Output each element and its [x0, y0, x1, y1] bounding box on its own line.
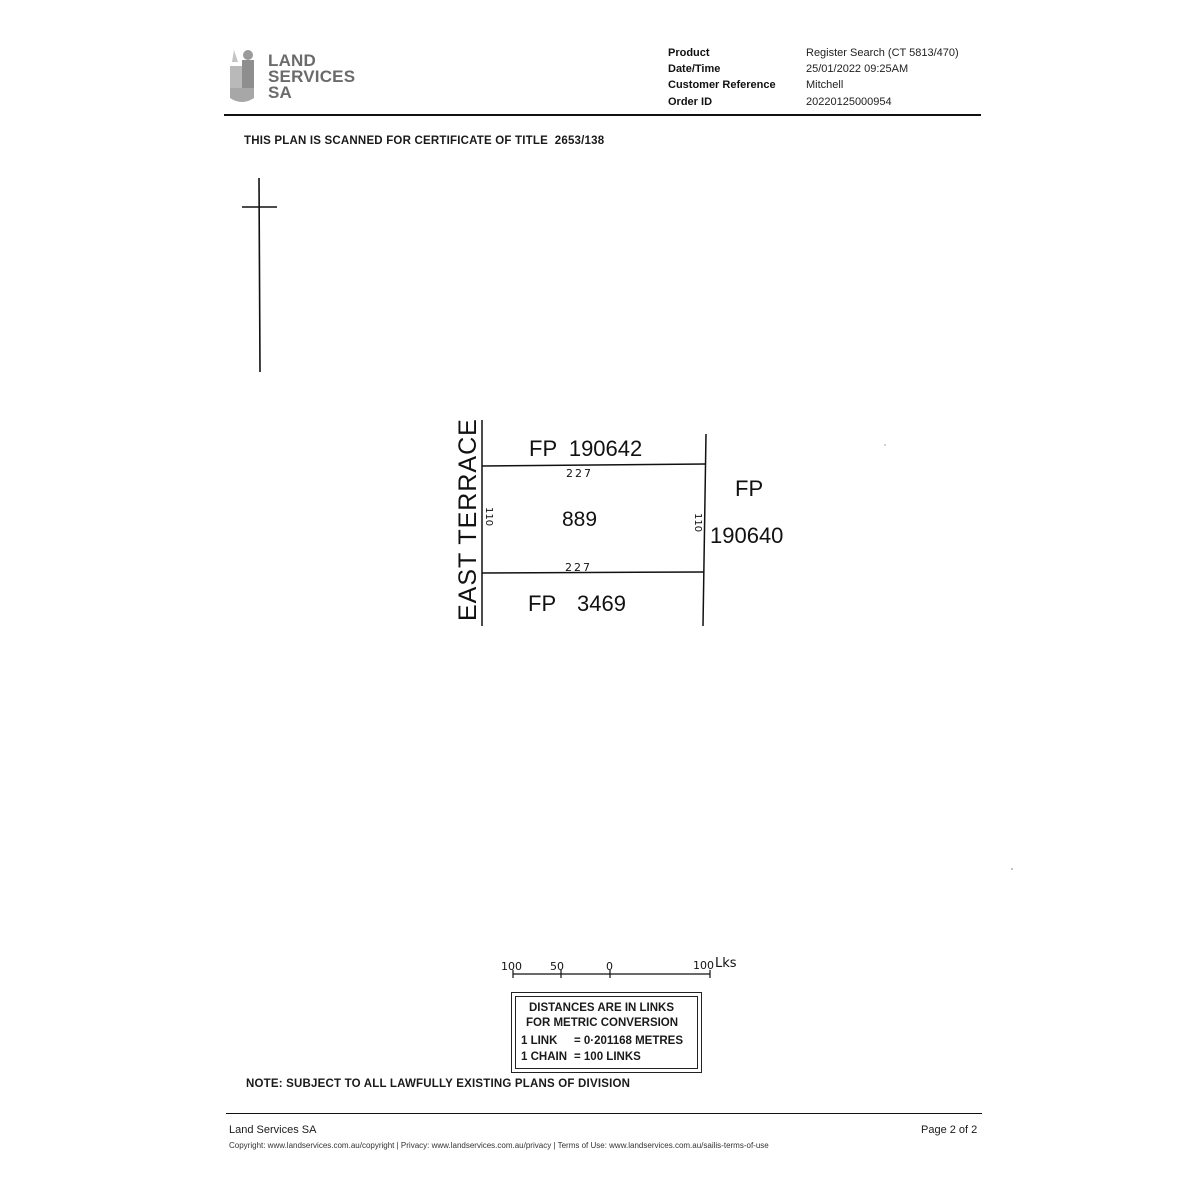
north-arrow-icon	[242, 178, 277, 372]
conversion-chain-value: = 100 LINKS	[574, 1051, 641, 1063]
conversion-link-label: 1 LINK	[521, 1035, 558, 1047]
meta-value-order-id: 20220125000954	[806, 96, 892, 108]
scale-label-50: 50	[550, 960, 564, 973]
boundary-north	[482, 464, 706, 466]
scale-label-100-right: 100	[693, 959, 714, 972]
right-neighbour-number: 190640	[710, 523, 784, 548]
meta-value-customer-reference: Mitchell	[806, 79, 844, 91]
meta-value-datetime: 25/01/2022 09:25AM	[806, 63, 909, 75]
footer-copyright: Copyright: www.landservices.com.au/copyright | Privacy: www.landservices.com.au/privacy | Terms of Use: www.landservices.com.au/sailis-terms-of-use	[229, 1141, 769, 1150]
logo-line-1: LAND	[268, 51, 317, 70]
meta-value-product: Register Search (CT 5813/470)	[806, 47, 959, 59]
conversion-chain-label: 1 CHAIN	[521, 1051, 568, 1063]
footer-page-number: Page 2 of 2	[921, 1124, 978, 1136]
street-label: EAST TERRACE	[454, 418, 482, 621]
boundary-south	[482, 572, 704, 573]
conversion-line-2: FOR METRIC CONVERSION	[526, 1017, 679, 1029]
logo-line-3: SA	[268, 83, 293, 102]
dimension-top: 227	[566, 467, 593, 480]
metric-conversion-inner	[515, 996, 698, 1069]
certificate-title-number: 2653/138	[554, 135, 605, 147]
logo-line-2: SERVICES	[268, 67, 356, 86]
lot-number: 889	[562, 508, 598, 531]
conversion-line-1: DISTANCES ARE IN LINKS	[529, 1002, 675, 1014]
bottom-neighbour-prefix: FP	[528, 591, 557, 616]
scale-bar	[501, 956, 737, 978]
conversion-link-value: = 0·201168 METRES	[574, 1035, 683, 1047]
metric-conversion-box	[511, 992, 702, 1073]
plan-note: NOTE: SUBJECT TO ALL LAWFULLY EXISTING PLANS OF DIVISION	[246, 1078, 631, 1090]
meta-key-customer-reference: Customer Reference	[668, 79, 776, 91]
footer-divider	[226, 1113, 982, 1114]
meta-key-datetime: Date/Time	[668, 63, 721, 75]
scale-label-100-left: 100	[501, 960, 522, 973]
footer-organisation: Land Services SA	[229, 1124, 317, 1136]
dimension-bottom: 227	[565, 561, 592, 574]
top-neighbour-label: FP 190642	[529, 436, 643, 461]
scale-unit: Lks	[715, 956, 737, 971]
certificate-title-text: THIS PLAN IS SCANNED FOR CERTIFICATE OF TITLE	[244, 135, 548, 147]
scale-label-0: 0	[606, 960, 613, 973]
right-neighbour-prefix: FP	[735, 476, 764, 501]
dimension-right: 110	[692, 513, 703, 533]
bottom-neighbour-number: 3469	[577, 591, 626, 616]
meta-key-order-id: Order ID	[668, 96, 713, 108]
dimension-left: 110	[483, 507, 494, 527]
meta-key-product: Product	[668, 47, 710, 59]
